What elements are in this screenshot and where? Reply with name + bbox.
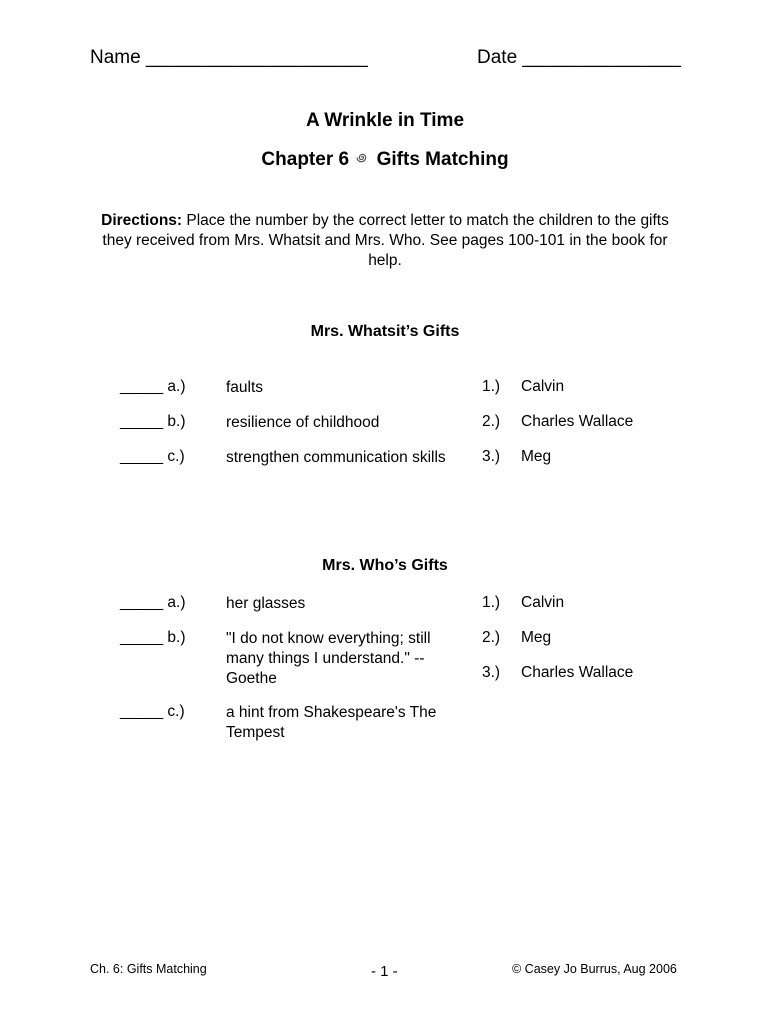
copyright: © Casey Jo Burrus, Aug 2006	[512, 962, 677, 976]
gift-item: resilience of childhood	[226, 414, 380, 431]
character-name: Calvin	[521, 594, 565, 611]
gift-item: faults	[226, 379, 264, 396]
swirl-icon	[356, 151, 369, 164]
answer-blank: _____ b.)	[120, 629, 186, 646]
answer-blank: _____ c.)	[120, 703, 185, 720]
answer-blank: _____ a.)	[120, 594, 186, 611]
section-heading-who: Mrs. Who’s Gifts	[322, 557, 448, 574]
gift-item: her glasses	[226, 595, 306, 612]
name-number: 1.)	[482, 378, 501, 395]
answer-blank: _____ c.)	[120, 448, 185, 465]
name-number: 3.)	[482, 664, 501, 681]
directions-label: Directions:	[101, 212, 183, 229]
character-name: Calvin	[521, 378, 565, 395]
name-field: Name _____________________	[90, 47, 368, 68]
gift-item: strengthen communication skills	[226, 449, 446, 466]
character-name: Charles Wallace	[521, 664, 634, 681]
book-title: A Wrinkle in Time	[305, 110, 465, 131]
character-name: Charles Wallace	[521, 413, 634, 430]
name-number: 2.)	[482, 413, 501, 430]
date-field: Date _______________	[477, 47, 681, 68]
chapter-subtitle: Gifts Matching	[376, 149, 509, 170]
character-name: Meg	[521, 629, 552, 646]
directions-text: Place the number by the correct letter to match the children to the gifts they received from Mrs. Whatsit and Mrs. Who. See pages 100-101 in the book for help.	[102, 212, 669, 269]
character-name: Meg	[521, 448, 552, 465]
chapter-label: Chapter 6	[261, 149, 350, 170]
directions	[95, 211, 675, 271]
name-number: 1.)	[482, 594, 501, 611]
footer-left: Ch. 6: Gifts Matching	[90, 962, 207, 976]
answer-blank: _____ a.)	[120, 378, 186, 395]
gift-item: "I do not know everything; still many things I understand." -- Goethe	[226, 630, 431, 687]
section-heading-whatsit: Mrs. Whatsit’s Gifts	[310, 323, 460, 340]
page-number: - 1 -	[371, 963, 398, 980]
gift-item: a hint from Shakespeare's The Tempest	[226, 704, 437, 741]
answer-blank: _____ b.)	[120, 413, 186, 430]
name-number: 2.)	[482, 629, 501, 646]
chapter-title	[0, 149, 770, 171]
name-number: 3.)	[482, 448, 501, 465]
